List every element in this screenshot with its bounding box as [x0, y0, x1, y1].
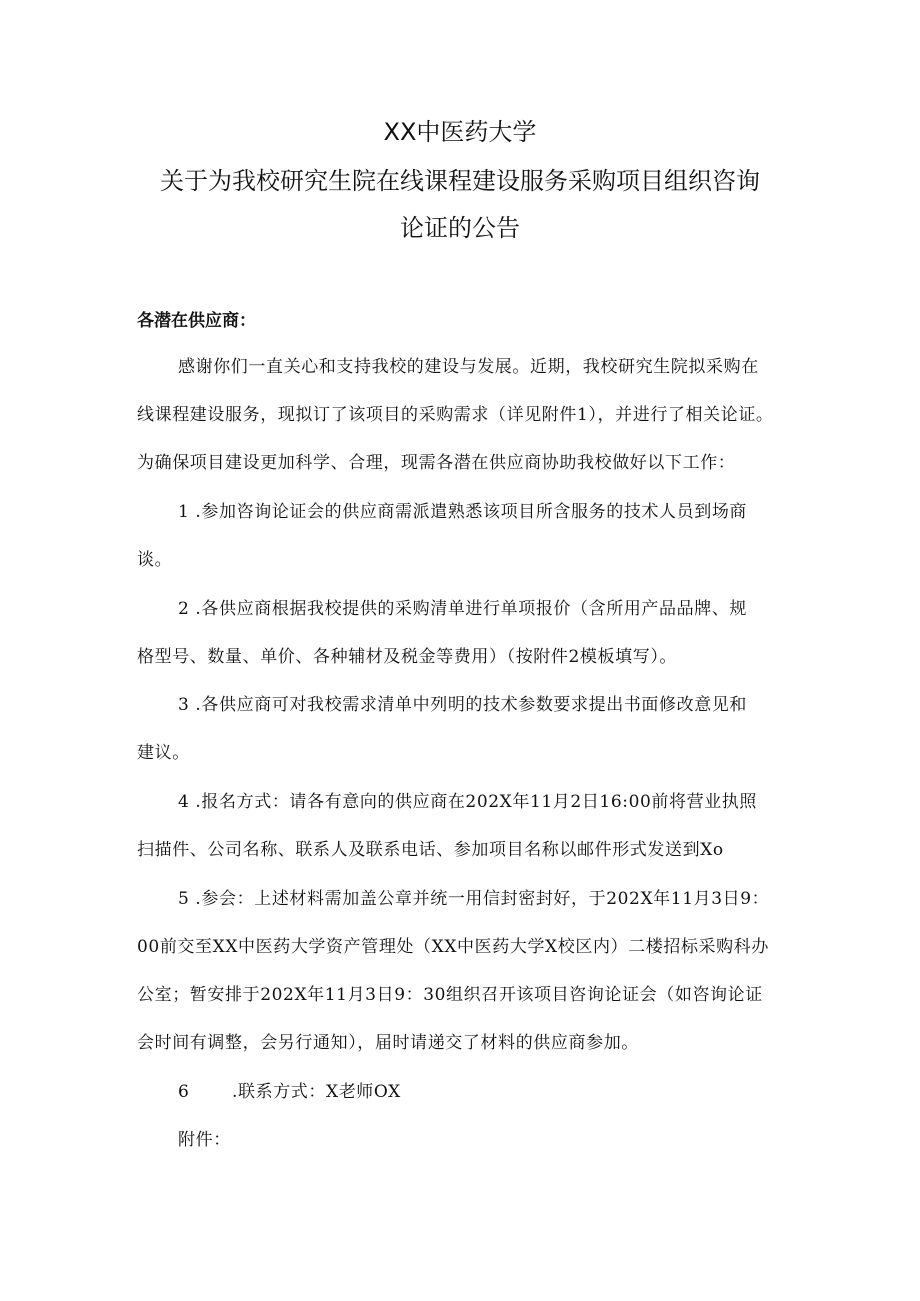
- item-1-line-2: 谈。: [137, 550, 173, 570]
- item-2-line-1: 2 .各供应商根据我校提供的采购清单进行单项报价（含所用产品品牌、规: [178, 599, 748, 619]
- item-5-line-4: 会时间有调整，会另行通知），届时请递交了材料的供应商参加。: [137, 1033, 639, 1053]
- page-title-line-1: XX中医药大学: [383, 118, 537, 146]
- item-5-line-2: 00前交至XX中医药大学资产管理处（XX中医药大学X校区内）二楼招标采购科办: [137, 937, 769, 957]
- intro-line-3: 为确保项目建设更加科学、合理，现需各潜在供应商协助我校做好以下工作：: [137, 453, 736, 473]
- item-5-line-3: 公室；暂安排于202X年11月3日9：30组织召开该项目咨询论证会（如咨询论证: [137, 985, 763, 1005]
- attachment-label: 附件：: [178, 1130, 231, 1150]
- item-6-text: .联系方式：X老师OX: [232, 1082, 401, 1102]
- item-4-line-2: 扫描件、公司名称、联系人及联系电话、参加项目名称以邮件形式发送到Xo: [137, 840, 724, 860]
- intro-line-2: 线课程建设服务，现拟订了该项目的采购需求（详见附件1），并进行了相关论证。: [137, 405, 774, 425]
- item-6-number: 6: [178, 1082, 190, 1102]
- page-title-line-3: 论证的公告: [400, 214, 520, 242]
- item-2-line-2: 格型号、数量、单价、各种辅材及税金等费用）（按附件2模板填写）。: [137, 647, 678, 667]
- item-1-line-1: 1 .参加咨询论证会的供应商需派遣熟悉该项目所含服务的技术人员到场商: [178, 502, 748, 522]
- item-4-line-1: 4 .报名方式：请各有意向的供应商在202X年11月2日16:00前将营业执照: [178, 792, 758, 812]
- intro-line-1: 感谢你们一直关心和支持我校的建设与发展。近期，我校研究生院拟采购在: [178, 357, 759, 377]
- item-3-line-1: 3 .各供应商可对我校需求清单中列明的技术参数要求提出书面修改意见和: [178, 695, 748, 715]
- item-3-line-2: 建议。: [137, 743, 190, 763]
- salutation: 各潜在供应商：: [137, 311, 256, 331]
- item-5-line-1: 5 .参会：上述材料需加盖公章并统一用信封密封好，于202X年11月3日9：: [178, 889, 770, 909]
- page-title-line-2: 关于为我校研究生院在线课程建设服务采购项目组织咨询: [160, 167, 760, 195]
